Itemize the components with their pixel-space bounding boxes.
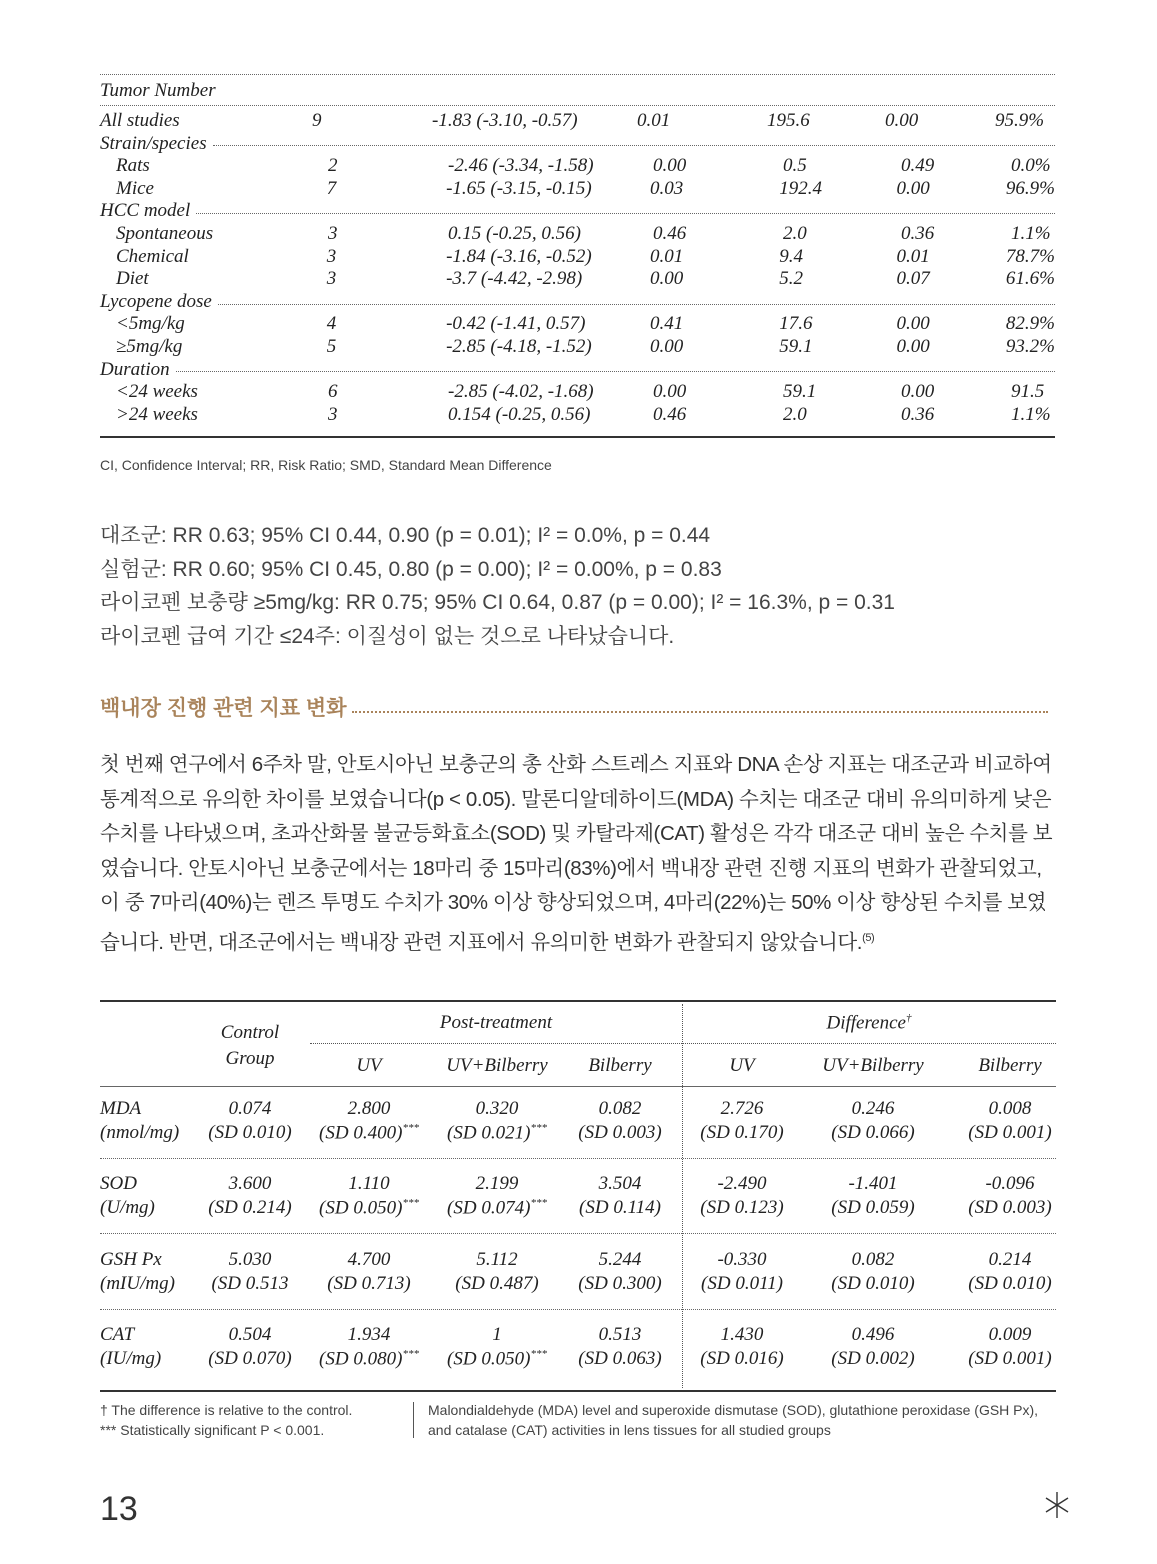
table-cell: 5 bbox=[326, 335, 337, 357]
table-cell: 0.36 bbox=[901, 403, 935, 425]
sd-cell bbox=[940, 1348, 1080, 1370]
value-cell: 0.246 bbox=[851, 1098, 895, 1119]
paragraph-text: 첫 번째 연구에서 6주차 말, 안토시아닌 보충군의 총 산화 스트레스 지표와 DNA 손상 지표는 대조군과 비교하여 통계적으로 유의한 차이를 보였습니다(p < 0.05). 말론디알데하이드(MDA) 수치는 대조군 대비 유의미하게 낮은 수치를 나타냈으며, 초과산화물 불균등화효소(SOD) 및 카탈라제(CAT) 활성은 각각 대조군 대비 높은 수치를 보였습니다. 안토시아닌 보충군에서는 18마리 중 15마리(83%)에서 백내장 관련 진행 지표의 변화가 관찰되었고, 이 중 7마리(40%)는 렌즈 투명도 수치가 30% 이상 향상되었으며, 4마리(22%)는 50% 이상 향상된 수치를 보였습니다. 반면, 대조군에서는 백내장 관련 지표에서 유의미한 변화가 관찰되지 않았습니다. bbox=[100, 753, 1053, 954]
sub-header: UV bbox=[729, 1055, 755, 1076]
star-icon bbox=[1042, 1490, 1072, 1520]
table-cell: All studies bbox=[100, 110, 180, 131]
significance-mark: *** bbox=[402, 1348, 419, 1360]
table-cell: 3 bbox=[328, 403, 338, 425]
enzyme-activity-table bbox=[100, 1000, 1056, 1392]
sd-cell bbox=[803, 1197, 943, 1219]
table-row bbox=[100, 110, 1055, 133]
table-cell: 6 bbox=[328, 381, 338, 403]
table-cell: 1.1% bbox=[1011, 403, 1051, 425]
sd-text: (SD 0.050) bbox=[447, 1348, 531, 1370]
sd-cell bbox=[940, 1122, 1080, 1144]
sd-cell bbox=[299, 1348, 439, 1370]
difference-header bbox=[682, 1012, 1056, 1034]
sd-cell bbox=[672, 1348, 812, 1370]
sd-text: (SD 0.021) bbox=[447, 1122, 531, 1144]
table-cell: -2.46 (-3.34, -1.58) bbox=[448, 155, 594, 177]
control-header bbox=[210, 1020, 290, 1072]
table-cell: 4 bbox=[326, 313, 337, 335]
sd-cell bbox=[672, 1273, 812, 1295]
sd-text: (SD 0.016) bbox=[700, 1348, 784, 1369]
table-cell: 0.0% bbox=[1011, 155, 1051, 177]
sd-cell bbox=[803, 1348, 943, 1370]
sd-cell bbox=[672, 1122, 812, 1144]
table-row bbox=[100, 223, 1055, 246]
table-cell: 0.00 bbox=[885, 110, 919, 131]
table-cell: ≥5mg/kg bbox=[116, 335, 183, 357]
table-cell: 78.7% bbox=[1005, 245, 1055, 267]
value-cell: -1.401 bbox=[848, 1173, 898, 1194]
table-cell: 59.1 bbox=[779, 335, 813, 357]
sd-text: (SD 0.123) bbox=[700, 1197, 784, 1218]
sub-header: Bilberry bbox=[588, 1055, 652, 1076]
post-treatment-header: Post-treatment bbox=[439, 1012, 553, 1033]
stats-line: 대조군: RR 0.63; 95% CI 0.44, 0.90 (p = 0.01); I² = 0.0%, p = 0.44 bbox=[100, 524, 711, 547]
value-cell: 2.726 bbox=[720, 1098, 764, 1119]
table-caption: Malondialdehyde (MDA) level and superoxide dismutase (SOD), glutathione peroxidase (GSH Px), and catalase (CAT) activities in lens tissues for all studied groups bbox=[428, 1402, 1039, 1438]
value-cell: 0.074 bbox=[228, 1098, 272, 1119]
table-row bbox=[100, 313, 1055, 336]
table-cell: 0.154 (-0.25, 0.56) bbox=[448, 403, 591, 425]
control-header-line: Control bbox=[220, 1022, 280, 1043]
value-cell: 0.320 bbox=[475, 1098, 519, 1119]
sd-text: (SD 0.010) bbox=[831, 1273, 915, 1294]
value-cell: -0.330 bbox=[717, 1249, 767, 1270]
table-cell: 0.00 bbox=[649, 268, 684, 290]
table-cell: -2.85 (-4.02, -1.68) bbox=[448, 381, 594, 403]
table-cell: 0.49 bbox=[901, 155, 935, 177]
sd-text: (SD 0.400) bbox=[319, 1122, 403, 1144]
footnote-divider bbox=[413, 1402, 414, 1438]
sd-text: (SD 0.001) bbox=[968, 1122, 1052, 1143]
significance-mark: *** bbox=[530, 1197, 547, 1209]
table-cell: 0.36 bbox=[901, 222, 935, 244]
table-cell: 7 bbox=[326, 177, 337, 199]
table-cell: <5mg/kg bbox=[116, 313, 185, 335]
significance-mark: *** bbox=[530, 1122, 547, 1134]
page-number: 13 bbox=[100, 1490, 138, 1528]
citation-ref: (5) bbox=[862, 931, 875, 944]
table-cell: 0.46 bbox=[653, 403, 687, 425]
table-cell: 17.6 bbox=[779, 313, 813, 335]
table-cell: -2.85 (-4.18, -1.52) bbox=[446, 335, 592, 357]
value-cell: 0.009 bbox=[988, 1324, 1032, 1345]
table-row bbox=[100, 178, 1055, 201]
sd-text: (SD 0.003) bbox=[578, 1122, 662, 1143]
table-row bbox=[100, 155, 1055, 178]
table-row bbox=[100, 404, 1055, 427]
value-cell: 1.934 bbox=[347, 1324, 391, 1345]
table-cell: -1.84 (-3.16, -0.52) bbox=[446, 245, 592, 267]
sd-cell bbox=[550, 1348, 690, 1370]
table-cell: 0.01 bbox=[896, 245, 930, 267]
sd-cell bbox=[550, 1197, 690, 1219]
footnote-significance: *** Statistically significant P < 0.001. bbox=[100, 1422, 325, 1438]
section-title: 백내장 진행 관련 지표 변화 bbox=[100, 697, 347, 720]
table-cell: 0.00 bbox=[901, 381, 935, 403]
table-row bbox=[100, 268, 1055, 291]
sd-text: (SD 0.214) bbox=[208, 1197, 292, 1218]
row-label: MDA bbox=[100, 1098, 142, 1119]
value-cell: 1.430 bbox=[720, 1324, 764, 1345]
sd-text: (SD 0.063) bbox=[578, 1348, 662, 1369]
section-heading bbox=[100, 692, 1048, 722]
table-cell: 195.6 bbox=[767, 110, 810, 131]
group-label-text: HCC model bbox=[100, 200, 191, 222]
table-cell: 93.2% bbox=[1005, 335, 1055, 357]
table-cell: 0.07 bbox=[896, 268, 930, 290]
control-header-line: Group bbox=[225, 1048, 275, 1069]
table-cell: 3 bbox=[326, 245, 337, 267]
value-cell: 0.214 bbox=[988, 1249, 1032, 1270]
table-cell: 2.0 bbox=[783, 403, 807, 425]
row-unit: (U/mg) bbox=[100, 1197, 155, 1218]
sd-text: (SD 0.001) bbox=[968, 1348, 1052, 1369]
table-cell: -3.7 (-4.42, -2.98) bbox=[446, 268, 583, 290]
sd-text: (SD 0.011) bbox=[701, 1273, 783, 1294]
sd-text: (SD 0.050) bbox=[319, 1197, 403, 1219]
group-label-text: Lycopene dose bbox=[100, 290, 212, 312]
row-label: CAT bbox=[100, 1324, 135, 1345]
table-cell: 0.00 bbox=[653, 381, 687, 403]
sd-text: (SD 0.114) bbox=[579, 1197, 661, 1218]
value-cell: 0.504 bbox=[228, 1324, 272, 1345]
table-cell: >24 weeks bbox=[116, 403, 198, 425]
table-cell: 2 bbox=[328, 155, 338, 177]
table-cell: 0.00 bbox=[653, 155, 687, 177]
table-cell: 0.46 bbox=[653, 222, 687, 244]
row-unit: (IU/mg) bbox=[100, 1348, 162, 1369]
sd-cell bbox=[427, 1348, 567, 1370]
sd-text: (SD 0.070) bbox=[208, 1348, 292, 1369]
table-cell: 9.4 bbox=[779, 245, 803, 267]
table-cell: 96.9% bbox=[1005, 177, 1055, 199]
value-cell: 0.008 bbox=[988, 1098, 1032, 1119]
sd-text: (SD 0.010) bbox=[208, 1122, 292, 1143]
table-cell: 1.1% bbox=[1011, 222, 1051, 244]
sd-cell bbox=[672, 1197, 812, 1219]
table-cell: 5.2 bbox=[779, 268, 803, 290]
significance-mark: *** bbox=[402, 1197, 419, 1209]
sd-text: (SD 0.170) bbox=[700, 1122, 784, 1143]
value-cell: 3.504 bbox=[598, 1173, 642, 1194]
group-label bbox=[100, 200, 1055, 223]
footnote-dagger: † The difference is relative to the control. bbox=[100, 1402, 353, 1418]
value-cell: 0.082 bbox=[851, 1249, 895, 1270]
table-cell: 0.01 bbox=[649, 245, 684, 267]
table-footnote: CI, Confidence Interval; RR, Risk Ratio; SMD, Standard Mean Difference bbox=[100, 457, 552, 473]
sd-text: (SD 0.080) bbox=[319, 1348, 403, 1370]
sd-cell bbox=[940, 1197, 1080, 1219]
sd-text: (SD 0.513 bbox=[211, 1273, 289, 1294]
table-cell: 95.9% bbox=[995, 110, 1045, 131]
value-cell: -0.096 bbox=[985, 1173, 1035, 1194]
value-cell: -2.490 bbox=[717, 1173, 767, 1194]
table-cell: 9 bbox=[312, 110, 322, 131]
table-cell: Diet bbox=[116, 268, 149, 290]
sd-text: (SD 0.010) bbox=[968, 1273, 1052, 1294]
value-cell: 5.030 bbox=[228, 1249, 272, 1270]
heterogeneity-stats bbox=[100, 519, 895, 653]
sub-header: UV+Bilberry bbox=[446, 1055, 548, 1076]
table-cell: 61.6% bbox=[1005, 268, 1055, 290]
sd-text: (SD 0.713) bbox=[327, 1273, 411, 1294]
difference-header-text: Difference bbox=[826, 1012, 906, 1034]
value-cell: 2.199 bbox=[475, 1173, 519, 1194]
value-cell: 5.244 bbox=[598, 1249, 642, 1270]
table-footnotes bbox=[100, 1400, 352, 1440]
meta-analysis-table bbox=[100, 74, 1055, 438]
group-label bbox=[100, 291, 1055, 314]
value-cell: 0.513 bbox=[598, 1324, 642, 1345]
table-cell: 0.41 bbox=[649, 313, 684, 335]
table-cell: 0.5 bbox=[783, 155, 807, 177]
value-cell: 5.112 bbox=[476, 1249, 518, 1270]
sd-cell bbox=[299, 1273, 439, 1295]
sd-text: (SD 0.300) bbox=[578, 1273, 662, 1294]
table-row bbox=[100, 336, 1055, 359]
table-cell: 91.5 bbox=[1011, 381, 1045, 403]
sd-cell bbox=[550, 1273, 690, 1295]
row-label: GSH Px bbox=[100, 1249, 162, 1270]
table-cell: 0.00 bbox=[896, 335, 930, 357]
table-cell: 0.00 bbox=[896, 313, 930, 335]
table-cell: -0.42 (-1.41, 0.57) bbox=[446, 313, 586, 335]
table-cell: 59.1 bbox=[783, 381, 817, 403]
table-cell: Rats bbox=[116, 155, 150, 177]
group-label bbox=[100, 133, 1055, 156]
value-cell: 0.082 bbox=[598, 1098, 642, 1119]
group-label-text: Strain/species bbox=[100, 132, 207, 154]
sub-header: Bilberry bbox=[978, 1055, 1042, 1076]
sd-cell bbox=[803, 1273, 943, 1295]
sub-header: UV bbox=[356, 1055, 382, 1076]
table-cell: 3 bbox=[328, 222, 338, 244]
value-cell: 2.800 bbox=[347, 1098, 391, 1119]
table-cell: 2.0 bbox=[783, 222, 807, 244]
sd-cell bbox=[299, 1197, 439, 1219]
row-unit: (mIU/mg) bbox=[100, 1273, 175, 1294]
sd-cell bbox=[427, 1273, 567, 1295]
table-cell: 3 bbox=[326, 268, 337, 290]
stats-line: 라이코펜 급여 기간 ≤24주: 이질성이 없는 것으로 나타났습니다. bbox=[100, 624, 675, 648]
table-cell: <24 weeks bbox=[116, 381, 198, 403]
sd-cell bbox=[427, 1197, 567, 1219]
table-cell: 0.15 (-0.25, 0.56) bbox=[448, 222, 581, 244]
sd-cell bbox=[299, 1122, 439, 1144]
significance-mark: *** bbox=[530, 1348, 547, 1360]
significance-mark: *** bbox=[402, 1122, 419, 1134]
table-cell: -1.83 (-3.10, -0.57) bbox=[432, 110, 578, 131]
row-label: SOD bbox=[100, 1173, 137, 1194]
value-cell: 4.700 bbox=[347, 1249, 391, 1270]
table-cell: 0.01 bbox=[637, 110, 671, 131]
sub-header: UV+Bilberry bbox=[822, 1055, 924, 1076]
sd-text: (SD 0.074) bbox=[447, 1197, 531, 1219]
table-cell: 192.4 bbox=[779, 177, 822, 199]
stats-line: 라이코펜 보충량 ≥5mg/kg: RR 0.75; 95% CI 0.64, 0.87 (p = 0.00); I² = 16.3%, p = 0.31 bbox=[100, 591, 895, 614]
table-cell: Spontaneous bbox=[116, 222, 214, 244]
sd-text: (SD 0.066) bbox=[831, 1122, 915, 1143]
table-cell: 0.00 bbox=[649, 335, 684, 357]
table-cell: 82.9% bbox=[1005, 313, 1055, 335]
sd-cell bbox=[803, 1122, 943, 1144]
table-row bbox=[100, 381, 1055, 404]
table-row bbox=[100, 246, 1055, 269]
sd-cell bbox=[550, 1122, 690, 1144]
table-cell: -1.65 (-3.15, -0.15) bbox=[446, 177, 592, 199]
value-cell: 3.600 bbox=[228, 1173, 272, 1194]
sd-cell bbox=[427, 1122, 567, 1144]
row-unit: (nmol/mg) bbox=[100, 1122, 180, 1143]
sd-text: (SD 0.003) bbox=[968, 1197, 1052, 1218]
sd-text: (SD 0.002) bbox=[831, 1348, 915, 1369]
heading-dotted-rule bbox=[352, 711, 1048, 713]
table-cell: 0.00 bbox=[896, 177, 930, 199]
dagger-mark: † bbox=[905, 1012, 912, 1024]
table-cell: Mice bbox=[116, 177, 154, 199]
sd-text: (SD 0.059) bbox=[831, 1197, 915, 1218]
sd-cell bbox=[940, 1273, 1080, 1295]
value-cell: 0.496 bbox=[851, 1324, 895, 1345]
table-cell: 0.03 bbox=[649, 177, 684, 199]
body-paragraph bbox=[100, 748, 1055, 960]
stats-line: 실험군: RR 0.60; 95% CI 0.45, 0.80 (p = 0.00); I² = 0.00%, p = 0.83 bbox=[100, 557, 722, 581]
group-label bbox=[100, 359, 1055, 382]
value-cell: 1 bbox=[492, 1324, 502, 1345]
table-cell: Chemical bbox=[116, 245, 189, 267]
table-body bbox=[100, 110, 1055, 426]
group-label-text: Duration bbox=[100, 358, 170, 380]
table-header: Tumor Number bbox=[100, 75, 1055, 106]
sd-text: (SD 0.487) bbox=[455, 1273, 539, 1294]
value-cell: 1.110 bbox=[348, 1173, 390, 1194]
